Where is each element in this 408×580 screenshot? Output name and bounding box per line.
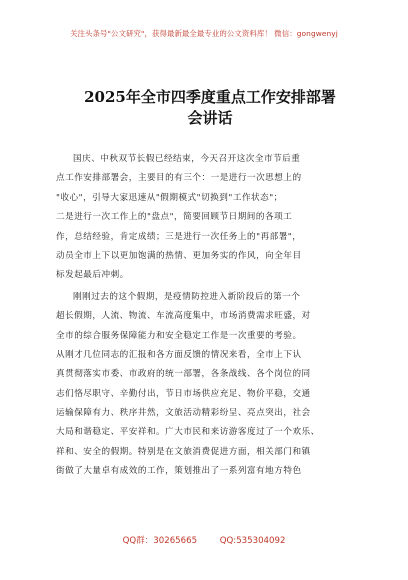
body-line: 二是进行一次工作上的"盘点"，简要回顾节日期间的各项工 [56,212,293,223]
body-line: 街做了大量卓有成效的工作，策划推出了一系列富有地方特色 [56,466,302,477]
body-line: 祥和、安全的假期。特别是在文旅消费促进方面，相关部门和镇 [56,446,311,457]
body-line: 超长假期，人流、物流、车流高度集中，市场消费需求旺盛，对 [56,311,311,322]
body-line: 刚刚过去的这个假期，是疫情防控进入新阶段后的第一个 [73,291,301,302]
header-promo-note: 关注头条号"公文研究"，获得最新最全最专业的公文资料库！ 微信：gongwenyj [70,29,338,38]
body-line: 点工作安排部署会，主要目的有三个：一是进行一次思想上的 [56,173,302,184]
document-body [56,150,356,482]
body-line: 国庆、中秋双节长假已经结束，今天召开这次全市节后重 [73,154,301,164]
body-line: 动员全市上下以更加饱满的热情、更加务实的作风，向全年目 [56,250,302,261]
body-line: 真贯彻落实市委、市政府的统一部署，各条战线、各个岗位的同 [56,369,311,380]
title-line-2: 会讲话 [187,109,233,127]
footer-qq-group: QQ群：30265665 [122,536,198,546]
title-line-1: 2025年全市四季度重点工作安排部署 [84,88,336,106]
body-line: 全市的综合服务保障能力和安全稳定工作是一次重要的考验。 [56,330,302,341]
body-line: 志们恪尽职守、辛勤付出，节日市场供应充足、物价平稳，交通 [56,388,311,399]
body-line: "收心"，引导大家迅速从"假期模式"切换到"工作状态"； [56,192,283,203]
footer-qq-number: QQ:535304092 [219,536,286,546]
body-line: 大局和谐稳定、平安祥和。广大市民和来访游客度过了一个欢乐、 [56,427,320,438]
body-line: 作，总结经验，肯定成绩；三是进行一次任务上的"再部署"， [56,231,302,242]
document-title [60,87,360,129]
body-line: 标发起最后冲刺。 [56,270,129,281]
body-line: 运输保障有力、秩序井然，文旅活动精彩纷呈、亮点突出，社会 [56,408,311,419]
footer-contact [0,534,408,546]
body-line: 从刚才几位同志的汇报和各方面反馈的情况来看，全市上下认 [56,349,302,360]
